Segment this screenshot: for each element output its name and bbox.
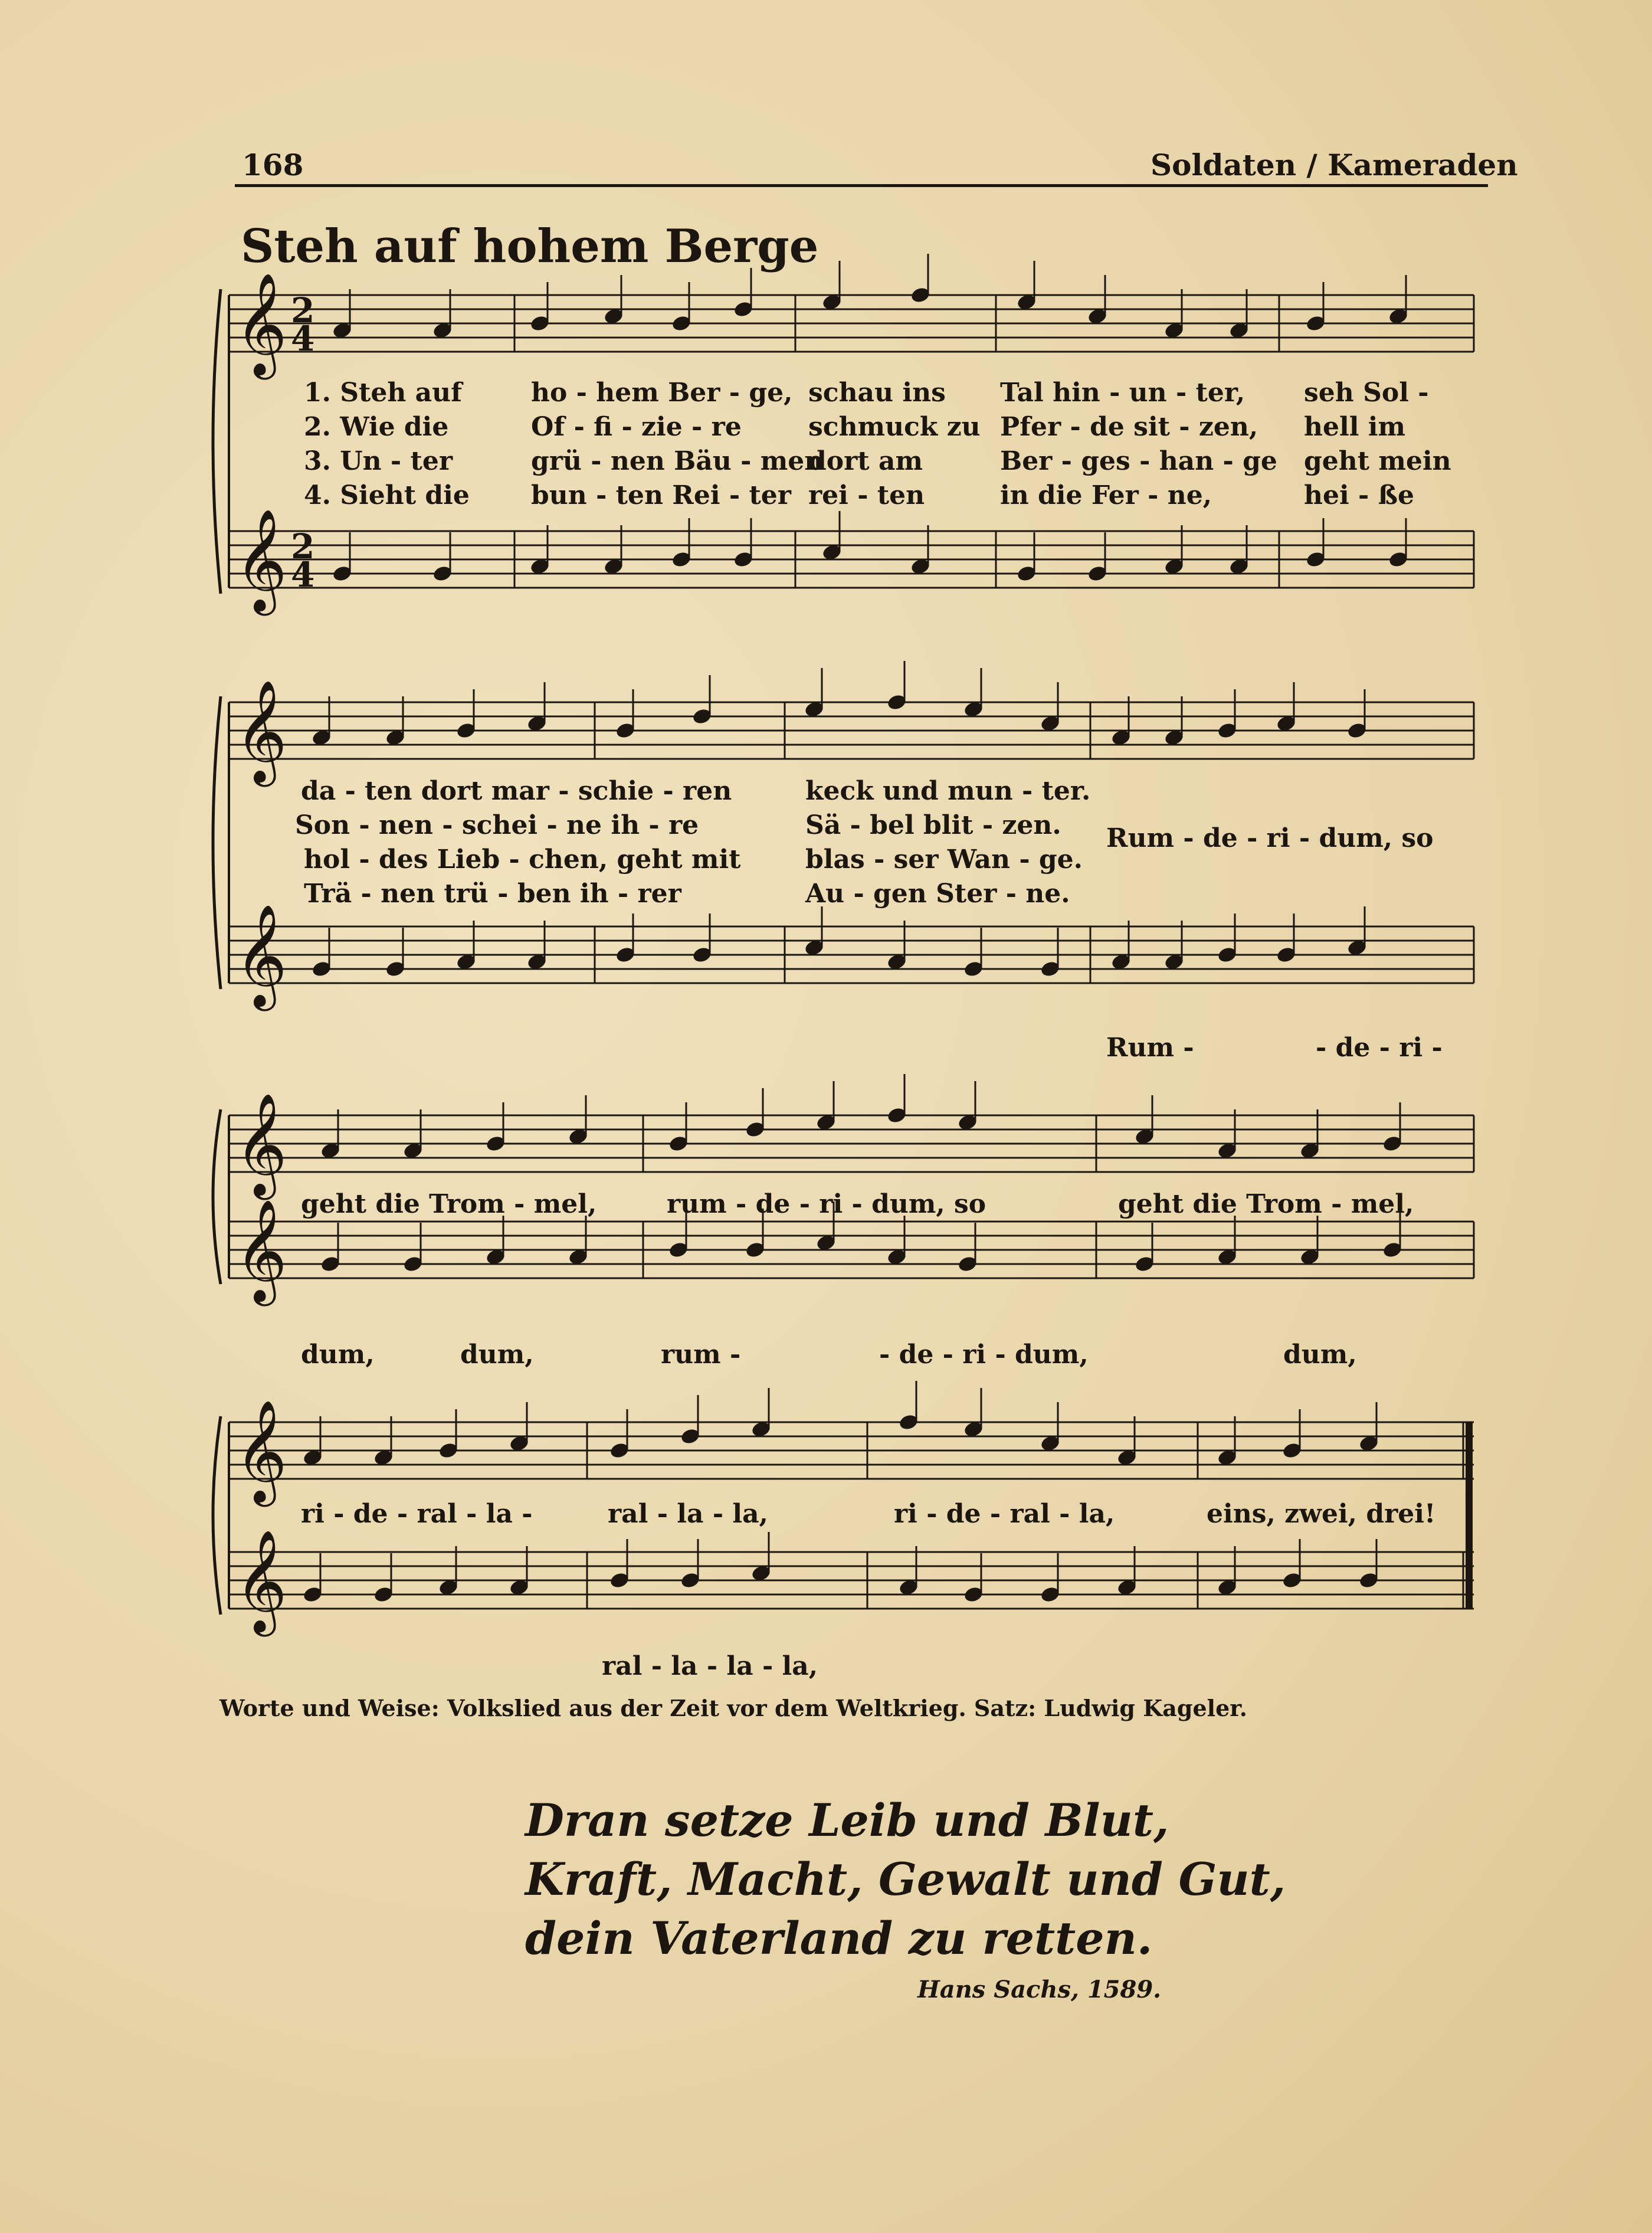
header-rule	[235, 184, 1488, 187]
poem-line-3: dein Vaterland zu retten.	[525, 1912, 1153, 1964]
treble-clef-icon: 𝄞	[235, 509, 287, 611]
credit-line: Worte und Weise: Volkslied aus der Zeit vor dem Weltkrieg. Satz: Ludwig Kageler.	[219, 1695, 1248, 1721]
poem-line-1: Dran setze Leib und Blut,	[525, 1794, 1169, 1846]
treble-clef-icon: 𝄞	[235, 680, 287, 782]
page-number: 168	[242, 148, 304, 182]
music-system-4	[0, 1399, 1652, 1694]
poem-author: Hans Sachs, 1589.	[917, 1976, 1162, 2003]
treble-clef-icon: 𝄞	[235, 1400, 287, 1502]
treble-clef-icon: 𝄞	[235, 273, 287, 375]
time-signature-top: 2	[291, 526, 315, 567]
final-barline	[1466, 1422, 1473, 1609]
treble-clef-icon: 𝄞	[235, 1530, 287, 1632]
time-signature-top: 2	[291, 290, 315, 330]
treble-clef-icon: 𝄞	[235, 904, 287, 1007]
treble-clef-icon: 𝄞	[235, 1093, 287, 1196]
refrain-text: Rum - de - ri - dum, so	[1106, 823, 1434, 853]
treble-clef-icon: 𝄞	[235, 1199, 287, 1302]
song-title: Steh auf hohem Berge	[241, 220, 819, 273]
brace-icon	[213, 289, 221, 594]
time-signature-bottom: 4	[291, 319, 315, 359]
brace-icon	[213, 696, 221, 989]
bass-lyric-line: ral - la - la - la,	[602, 1651, 818, 1681]
music-system-3	[0, 1092, 1652, 1387]
brace-icon	[213, 1416, 221, 1615]
songbook-page: 168 Soldaten / Kameraden Steh auf hohem Berge 𝄞 𝄞 2 4 2 4 1. Steh auf ho - hem Ber - ge, schau ins Tal hin - un - ter, seh Sol - 2. Wie die Of - fi - zie - re schmuck zu Pfer - de sit - zen, hell im 3. Un - ter grü - nen Bäu - men dort am Ber - ges - han - ge geht mein 4. Sieht die bun - ten Rei - ter rei - ten in die Fer - ne, hei - ße 𝄞 𝄞 da - ten dort mar - schie - ren keck und mun - ter. Son - nen - schei - ne ih - re Sä - bel blit - zen. hol - des Lieb - chen, geht mit blas - ser Wan - ge. Trä - nen trü - ben ih - rer Au - gen Ster - ne. Rum - de - ri - dum, so Rum - - de - ri - 𝄞 𝄞 geht die Trom - mel, rum - de - ri - dum, so geht die Trom - mel, dum, dum, rum - - de - ri - dum, dum, 𝄞 𝄞 ri - de - ral - la - ral - la - la, ri - de - ral - la, eins, zwei, drei! ral - la - la - la, Worte und Weise: Volkslied aus der Zeit vor dem Weltkrieg. Satz: Ludwig Kageler. Dran setze Leib und Blut, Kraft, Macht, Gewalt und Gut, dein Vaterland zu retten. Hans Sachs, 1589.	[0, 0, 1652, 2233]
brace-icon	[213, 1109, 221, 1284]
time-signature-bottom: 4	[291, 555, 315, 595]
section-title: Soldaten / Kameraden	[1150, 148, 1518, 182]
poem-line-2: Kraft, Macht, Gewalt und Gut,	[525, 1853, 1286, 1905]
